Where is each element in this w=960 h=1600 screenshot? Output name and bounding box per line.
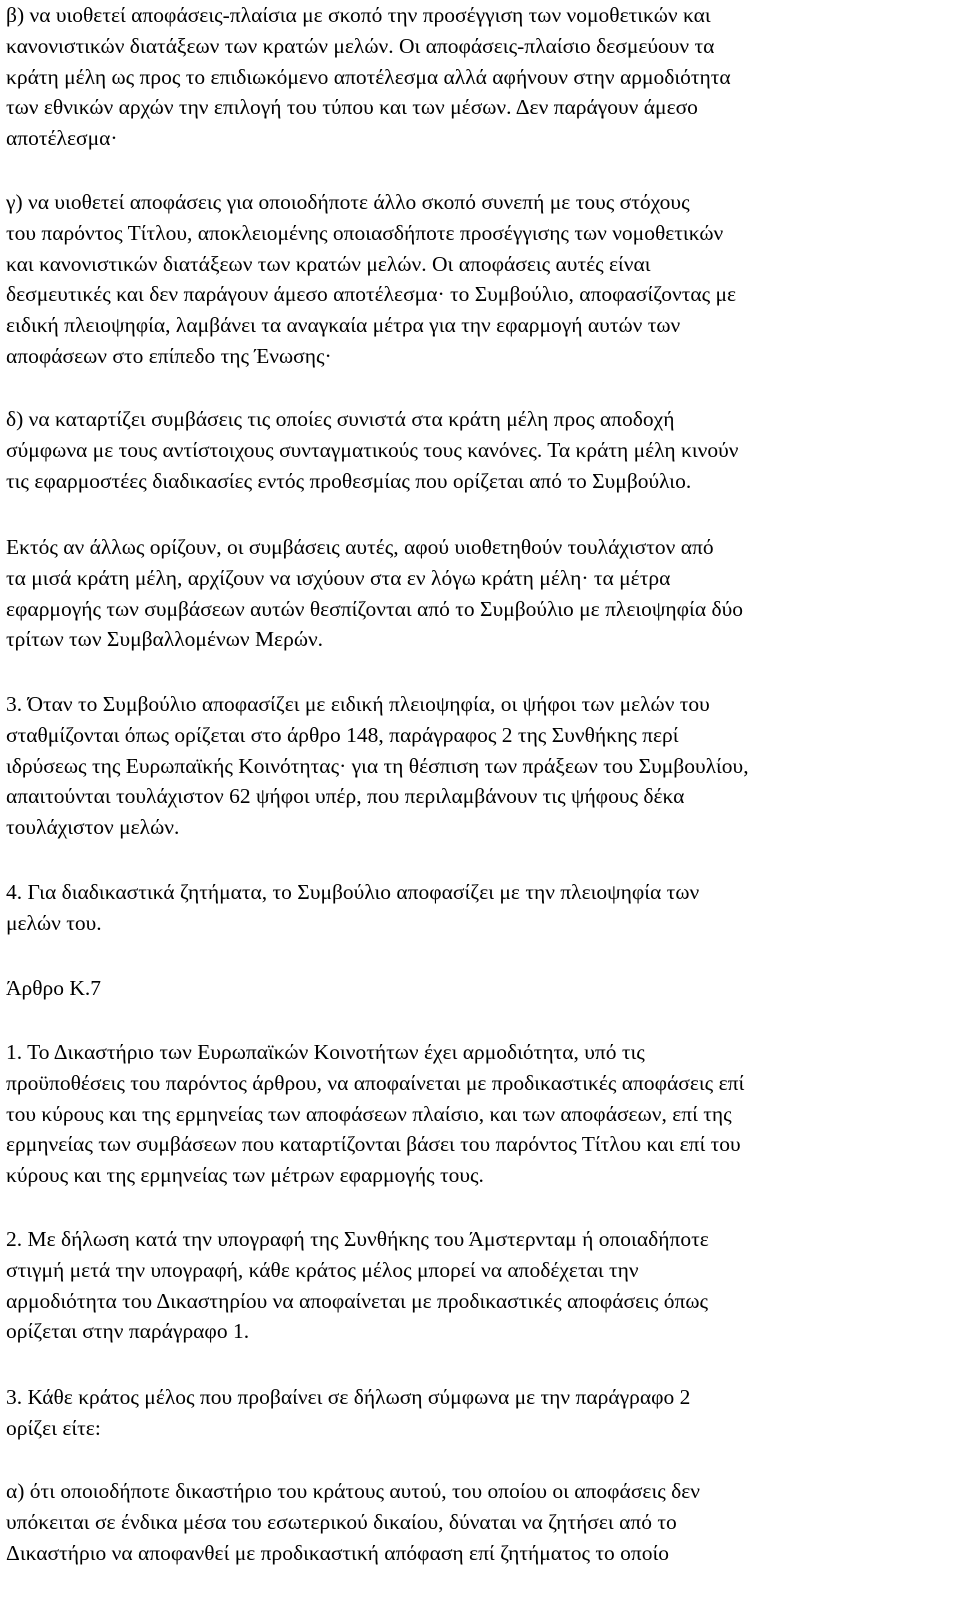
article-heading: Άρθρο Κ.7 (6, 976, 102, 1000)
paragraph-alpha: α) ότι οποιοδήποτε δικαστήριο του κράτους αυτού, του οποίου οι αποφάσεις δεν υπόκειται σε ένδικα μέσα του εσωτερικού δικαίου, δύναται να ζητήσει από το Δικαστήριο να αποφανθεί με προδικαστική απόφαση επί ζητήματος το οποίο (6, 1479, 700, 1565)
paragraph-gamma: γ) να υιοθετεί αποφάσεις για οποιοδήποτε άλλο σκοπό συνεπή με τους στόχους του παρόντος Τίτλου, αποκλειομένης οποιασδήποτε προσέγγισης των νομοθετικών και κανονιστικών διατάξεων των κρατών μελών. Οι αποφάσεις αυτές είναι δεσμευτικές και δεν παράγουν άμεσο αποτέλεσμα· το Συμβούλιο, αποφασίζοντας με ειδική πλειοψηφία, λαμβάνει τα αναγκαία μέτρα για την εφαρμογή αυτών των αποφάσεων στο επίπεδο της Ένωσης· (6, 190, 737, 368)
paragraph-conventions: Εκτός αν άλλως ορίζουν, οι συμβάσεις αυτές, αφού υιοθετηθούν τουλάχιστον από τα μισά κράτη μέλη, αρχίζουν να ισχύουν στα εν λόγω κράτη μέλη· τα μέτρα εφαρμογής των συμβάσεων αυτών θεσπίζονται από το Συμβούλιο με πλειοψηφία δύο τρίτων των Συμβαλλομένων Μερών. (6, 535, 743, 652)
paragraph-4-procedural: 4. Για διαδικαστικά ζητήματα, το Συμβούλιο αποφασίζει με την πλειοψηφία των μελών του. (6, 880, 700, 935)
paragraph-article-3: 3. Κάθε κράτος μέλος που προβαίνει σε δήλωση σύμφωνα με την παράγραφο 2 ορίζει είτε: (6, 1385, 691, 1440)
paragraph-article-1: 1. Το Δικαστήριο των Ευρωπαϊκών Κοινοτήτων έχει αρμοδιότητα, υπό τις προϋποθέσεις του παρόντος άρθρου, να αποφαίνεται με προδικαστικές αποφάσεις επί του κύρους και της ερμηνείας των αποφάσεων πλαίσιο, και των αποφάσεων, επί της ερμηνείας των συμβάσεων που καταρτίζονται βάσει του παρόντος Τίτλου και επί του κύρους και της ερμηνείας των μέτρων εφαρμογής τους. (6, 1040, 745, 1188)
paragraph-delta: δ) να καταρτίζει συμβάσεις τις οποίες συνιστά στα κράτη μέλη προς αποδοχή σύμφωνα με τους αντίστοιχους συνταγματικούς τους κανόνες. Τα κράτη μέλη κινούν τις εφαρμοστέες διαδικασίες εντός προθεσμίας που ορίζεται από το Συμβούλιο. (6, 407, 739, 493)
paragraph-beta: β) να υιοθετεί αποφάσεις-πλαίσια με σκοπό την προσέγγιση των νομοθετικών και κανονιστικών διατάξεων των κρατών μελών. Οι αποφάσεις-πλαίσιο δεσμεύουν τα κράτη μέλη ως προς το επιδιωκόμενο αποτέλεσμα αλλά αφήνουν στην αρμοδιότητα των εθνικών αρχών την επιλογή του τύπου και των μέσων. Δεν παράγουν άμεσο αποτέλεσμα· (6, 3, 731, 151)
paragraph-3-qualified-majority: 3. Όταν το Συμβούλιο αποφασίζει με ειδική πλειοψηφία, οι ψήφοι των μελών του σταθμίζονται όπως ορίζεται στο άρθρο 148, παράγραφος 2 της Συνθήκης περί ιδρύσεως της Ευρωπαϊκής Κοινότητας· για τη θέσπιση των πράξεων του Συμβουλίου, απαιτούνται τουλάχιστον 62 ψήφοι υπέρ, που περιλαμβάνουν τις ψήφους δέκα τουλάχιστον μελών. (6, 692, 749, 840)
paragraph-article-2: 2. Με δήλωση κατά την υπογραφή της Συνθήκης του Άμστερνταμ ή οποιαδήποτε στιγμή μετά την υπογραφή, κάθε κράτος μέλος μπορεί να αποδέχεται την αρμοδιότητα του Δικαστηρίου να αποφαίνεται με προδικαστικές αποφάσεις όπως ορίζεται στην παράγραφο 1. (6, 1227, 709, 1344)
